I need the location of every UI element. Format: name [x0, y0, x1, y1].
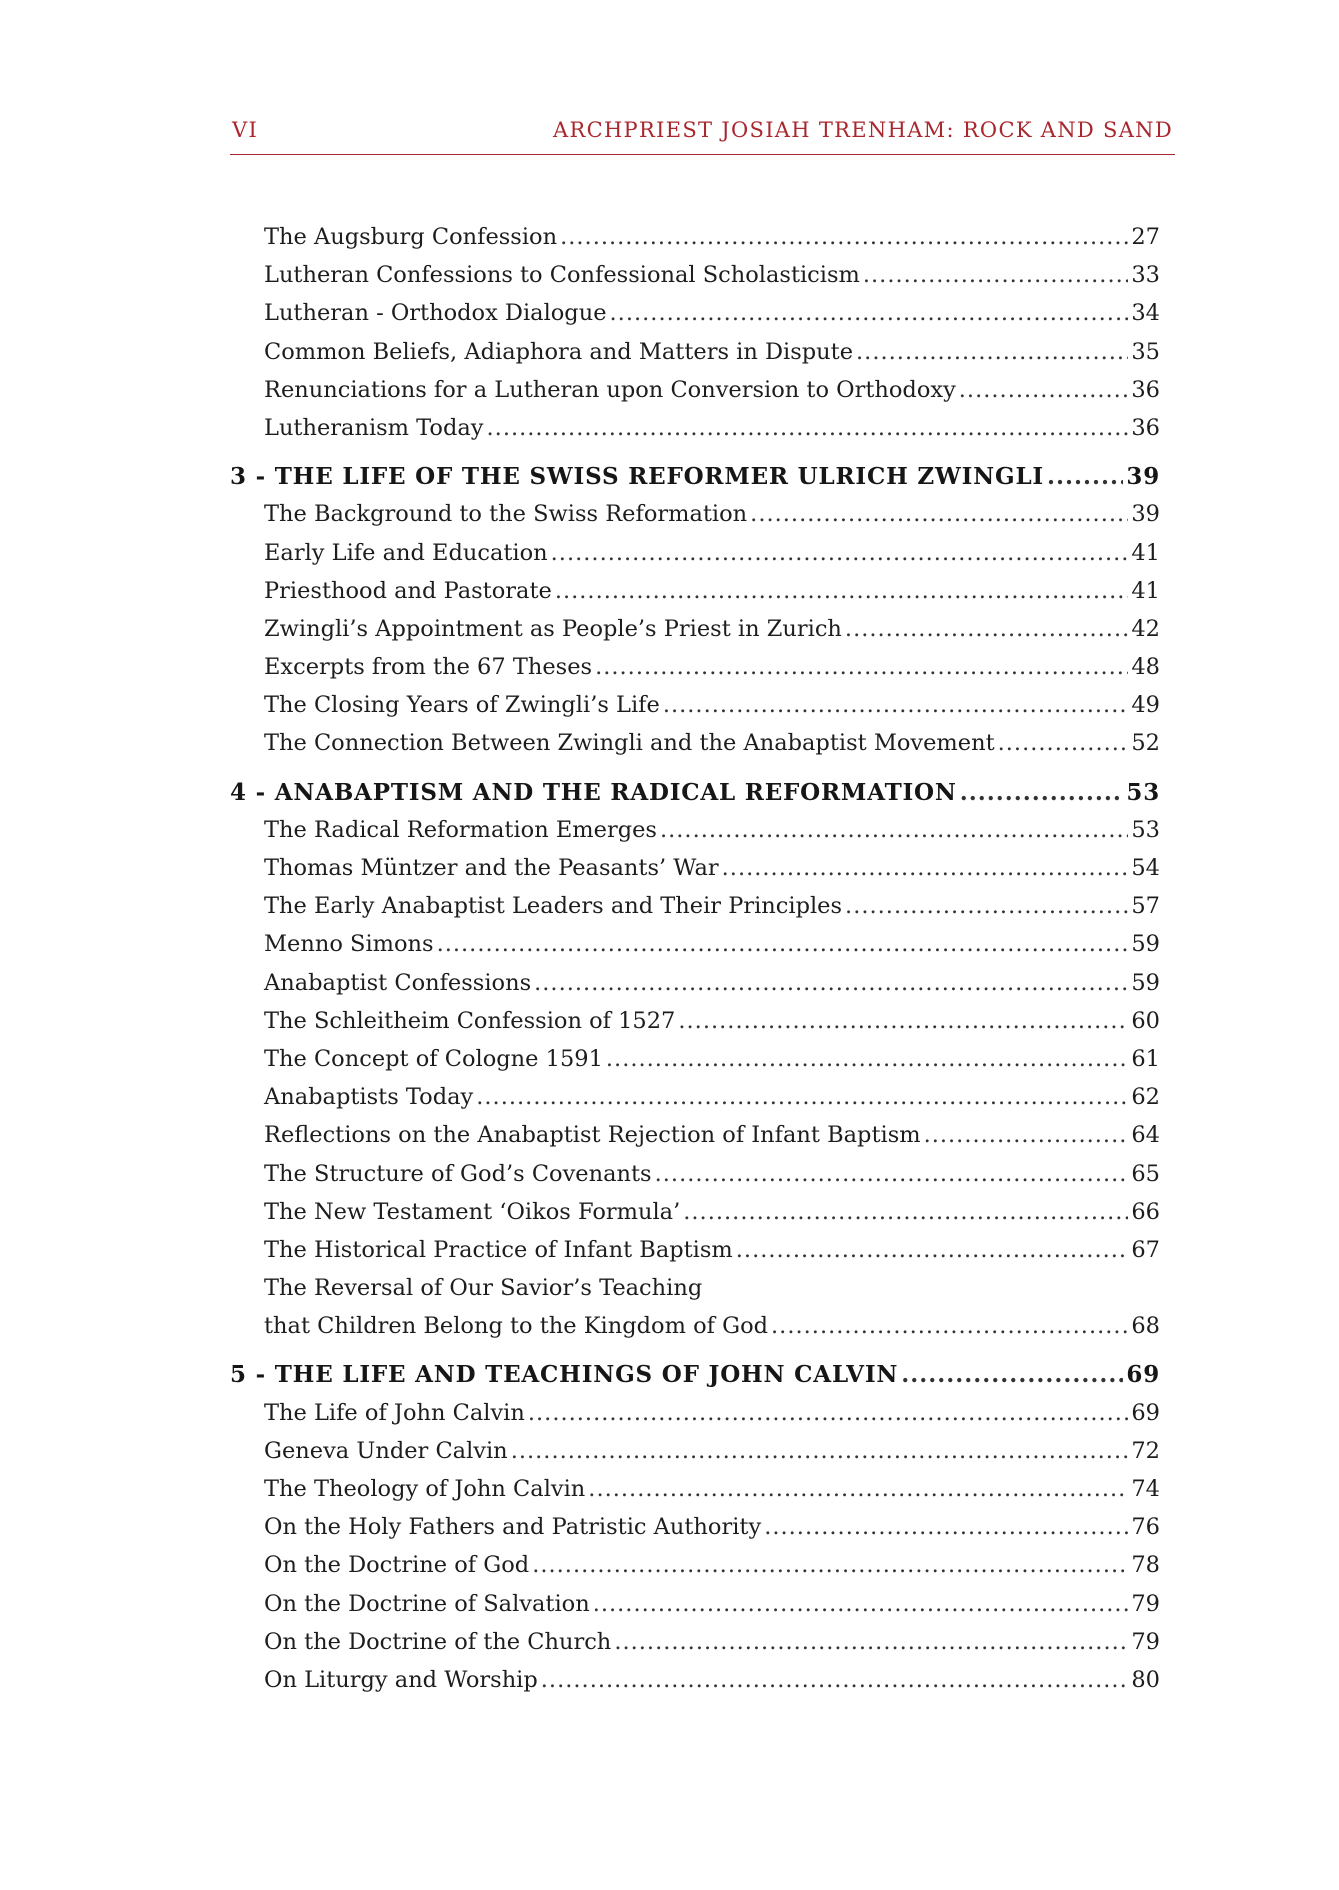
page-ref: 78	[1131, 1552, 1160, 1579]
dot-leader	[959, 377, 1129, 403]
dot-leader	[750, 501, 1128, 527]
page-ref: 33	[1131, 262, 1160, 289]
entry-title: The Concept of Cologne 1591	[264, 1045, 603, 1072]
toc-entry-row	[230, 224, 1160, 262]
dot-leader	[856, 339, 1128, 365]
page-ref: 36	[1131, 414, 1160, 441]
dot-leader	[901, 1361, 1123, 1388]
entry-title: On the Doctrine of God	[264, 1552, 530, 1579]
page-ref: 68	[1131, 1313, 1160, 1340]
entry-title: Lutheran - Orthodox Dialogue	[264, 300, 607, 327]
toc-entry-row	[230, 1591, 1160, 1629]
dot-leader	[555, 578, 1129, 604]
page-ref: 76	[1131, 1514, 1160, 1541]
entry-title: Lutheran Confessions to Confessional Scholasticism	[264, 262, 860, 289]
entry-title: The Closing Years of Zwingli’s Life	[264, 692, 660, 719]
entry-title: The Connection Between Zwingli and the Anabaptist Movement	[264, 730, 995, 757]
entry-title: Thomas Müntzer and the Peasants’ War	[264, 855, 719, 881]
page-ref: 57	[1131, 893, 1160, 920]
page-ref: 53	[1126, 778, 1160, 806]
page-ref: 59	[1131, 969, 1160, 996]
entry-title: The Background to the Swiss Reformation	[264, 501, 748, 528]
dot-leader	[678, 1008, 1128, 1034]
page-ref: 52	[1131, 730, 1160, 757]
toc-entry-row	[230, 1476, 1160, 1514]
running-title: ARCHPRIEST JOSIAH TRENHAM: ROCK AND SAND	[553, 118, 1173, 142]
dot-leader	[764, 1514, 1128, 1540]
toc-entry-row	[230, 377, 1160, 415]
table-of-contents	[230, 224, 1160, 1705]
toc-chapter-row	[230, 1361, 1160, 1399]
page-ref: 62	[1131, 1084, 1160, 1111]
dot-leader	[560, 224, 1128, 250]
page-ref: 69	[1126, 1361, 1160, 1389]
dot-leader	[532, 1552, 1128, 1578]
page-ref: 27	[1131, 224, 1160, 250]
entry-title: Zwingli’s Appointment as People’s Priest in Zurich	[264, 615, 842, 642]
toc-entry-row	[230, 262, 1160, 300]
entry-title: On the Holy Fathers and Patristic Authority	[264, 1514, 762, 1541]
toc-entry-row	[230, 1237, 1160, 1275]
toc-entry-row	[230, 817, 1160, 855]
page-ref: 41	[1131, 539, 1160, 566]
toc-entry-row	[230, 1008, 1160, 1046]
entry-title: The Structure of God’s Covenants	[264, 1160, 652, 1187]
chapter-title: 3 - THE LIFE OF THE SWISS REFORMER ULRICH ZWINGLI	[230, 463, 1044, 491]
dot-leader	[845, 616, 1128, 642]
entry-title: The Augsburg Confession	[264, 224, 558, 250]
dot-leader	[655, 1161, 1129, 1187]
toc-chapter-row	[230, 463, 1160, 501]
toc-entry-row	[230, 1629, 1160, 1667]
toc-entry-row	[230, 1161, 1160, 1199]
dot-leader	[960, 779, 1124, 806]
dot-leader	[771, 1313, 1128, 1339]
toc-chapter-row	[230, 779, 1160, 817]
entry-title: Lutheranism Today	[264, 414, 484, 441]
page-ref: 60	[1131, 1007, 1160, 1034]
dot-leader	[722, 855, 1129, 881]
page-ref: 72	[1131, 1437, 1160, 1464]
toc-entry-row	[230, 540, 1160, 578]
page-ref: 74	[1131, 1476, 1160, 1502]
entry-title: Anabaptist Confessions	[264, 969, 532, 996]
page-ref: 65	[1131, 1160, 1160, 1187]
toc-entry-row	[230, 1046, 1160, 1084]
entry-title: Geneva Under Calvin	[264, 1437, 508, 1464]
page-ref: 59	[1131, 931, 1160, 958]
entry-title: Reflections on the Anabaptist Rejection of Infant Baptism	[264, 1122, 921, 1149]
toc-entry-row	[230, 1275, 1160, 1313]
dot-leader	[736, 1237, 1129, 1263]
page-ref: 49	[1131, 692, 1160, 719]
page-ref: 67	[1131, 1236, 1160, 1263]
entry-title: Early Life and Education	[264, 539, 548, 566]
page-ref: 36	[1131, 376, 1160, 403]
dot-leader	[476, 1084, 1128, 1110]
dot-leader	[663, 692, 1129, 718]
dot-leader	[683, 1199, 1128, 1225]
entry-title: On the Doctrine of Salvation	[264, 1590, 590, 1617]
toc-entry-row	[230, 893, 1160, 931]
page-ref: 61	[1131, 1045, 1160, 1072]
toc-entry-row	[230, 970, 1160, 1008]
page-ref: 34	[1131, 300, 1160, 327]
entry-title: The New Testament ‘Oikos Formula’	[264, 1198, 681, 1225]
toc-entry-row	[230, 1514, 1160, 1552]
page-ref: 66	[1131, 1198, 1160, 1225]
toc-entry-row	[230, 1084, 1160, 1122]
page-ref: 80	[1131, 1666, 1160, 1693]
dot-leader	[551, 540, 1129, 566]
entry-title: The Life of John Calvin	[264, 1399, 525, 1426]
dot-leader	[614, 1629, 1128, 1655]
entry-title: The Reversal of Our Savior’s Teaching	[264, 1275, 703, 1302]
toc-entry-row	[230, 1552, 1160, 1590]
running-header	[230, 116, 1175, 155]
page-ref: 54	[1131, 855, 1160, 881]
dot-leader	[595, 654, 1128, 680]
page-ref: 41	[1131, 577, 1160, 604]
entry-title: Excerpts from the 67 Theses	[264, 654, 593, 681]
entry-title: The Schleitheim Confession of 1527	[264, 1007, 676, 1034]
toc-entry-row	[230, 339, 1160, 377]
dot-leader	[588, 1476, 1128, 1502]
page-ref: 39	[1126, 463, 1160, 491]
entry-title: On the Doctrine of the Church	[264, 1628, 612, 1655]
toc-entry-row	[230, 1400, 1160, 1438]
toc-entry-row	[230, 692, 1160, 730]
dot-leader	[593, 1591, 1129, 1617]
dot-leader	[606, 1046, 1128, 1072]
toc-entry-row	[230, 1667, 1160, 1705]
toc-entry-row	[230, 931, 1160, 969]
page-number: VI	[232, 118, 259, 142]
toc-entry-row	[230, 730, 1160, 768]
toc-entry-row	[230, 1438, 1160, 1476]
dot-leader	[924, 1122, 1129, 1148]
dot-leader	[437, 931, 1129, 957]
entry-title: Menno Simons	[264, 931, 434, 958]
entry-title: The Theology of John Calvin	[264, 1476, 586, 1502]
dot-leader	[534, 970, 1128, 996]
entry-title: that Children Belong to the Kingdom of God	[264, 1313, 769, 1340]
entry-title: Common Beliefs, Adiaphora and Matters in Dispute	[264, 338, 854, 365]
page-ref: 79	[1131, 1590, 1160, 1617]
dot-leader	[660, 817, 1128, 843]
chapter-title: 5 - THE LIFE AND TEACHINGS OF JOHN CALVIN	[230, 1361, 899, 1389]
entry-title: Priesthood and Pastorate	[264, 577, 552, 604]
toc-entry-row	[230, 501, 1160, 539]
page-ref: 69	[1131, 1399, 1160, 1426]
entry-title: The Radical Reformation Emerges	[264, 816, 657, 843]
toc-entry-row	[230, 1199, 1160, 1237]
dot-leader	[1047, 463, 1123, 490]
page-ref: 39	[1131, 501, 1160, 528]
dot-leader	[487, 415, 1129, 441]
toc-entry-row	[230, 300, 1160, 338]
dot-leader	[541, 1667, 1129, 1693]
page-ref: 53	[1131, 816, 1160, 843]
page-ref: 42	[1131, 615, 1160, 642]
entry-title: The Early Anabaptist Leaders and Their Principles	[264, 893, 843, 920]
toc-entry-row	[230, 415, 1160, 453]
dot-leader	[610, 300, 1129, 326]
toc-entry-row	[230, 1122, 1160, 1160]
toc-entry-row	[230, 654, 1160, 692]
page-ref: 48	[1131, 654, 1160, 681]
entry-title: On Liturgy and Worship	[264, 1666, 538, 1693]
dot-leader	[998, 730, 1129, 756]
toc-entry-row	[230, 855, 1160, 893]
dot-leader	[863, 262, 1128, 288]
dot-leader	[528, 1400, 1129, 1426]
entry-title: The Historical Practice of Infant Baptism	[264, 1236, 733, 1263]
page-ref: 35	[1131, 338, 1160, 365]
chapter-title: 4 - ANABAPTISM AND THE RADICAL REFORMATION	[230, 778, 957, 806]
page-ref: 79	[1131, 1628, 1160, 1655]
toc-entry-row	[230, 578, 1160, 616]
page-ref: 64	[1131, 1122, 1160, 1149]
toc-entry-row	[230, 1313, 1160, 1351]
entry-title: Renunciations for a Lutheran upon Conversion to Orthodoxy	[264, 376, 956, 403]
dot-leader	[845, 893, 1128, 919]
toc-entry-row	[230, 616, 1160, 654]
dot-leader	[511, 1438, 1129, 1464]
entry-title: Anabaptists Today	[264, 1084, 474, 1111]
